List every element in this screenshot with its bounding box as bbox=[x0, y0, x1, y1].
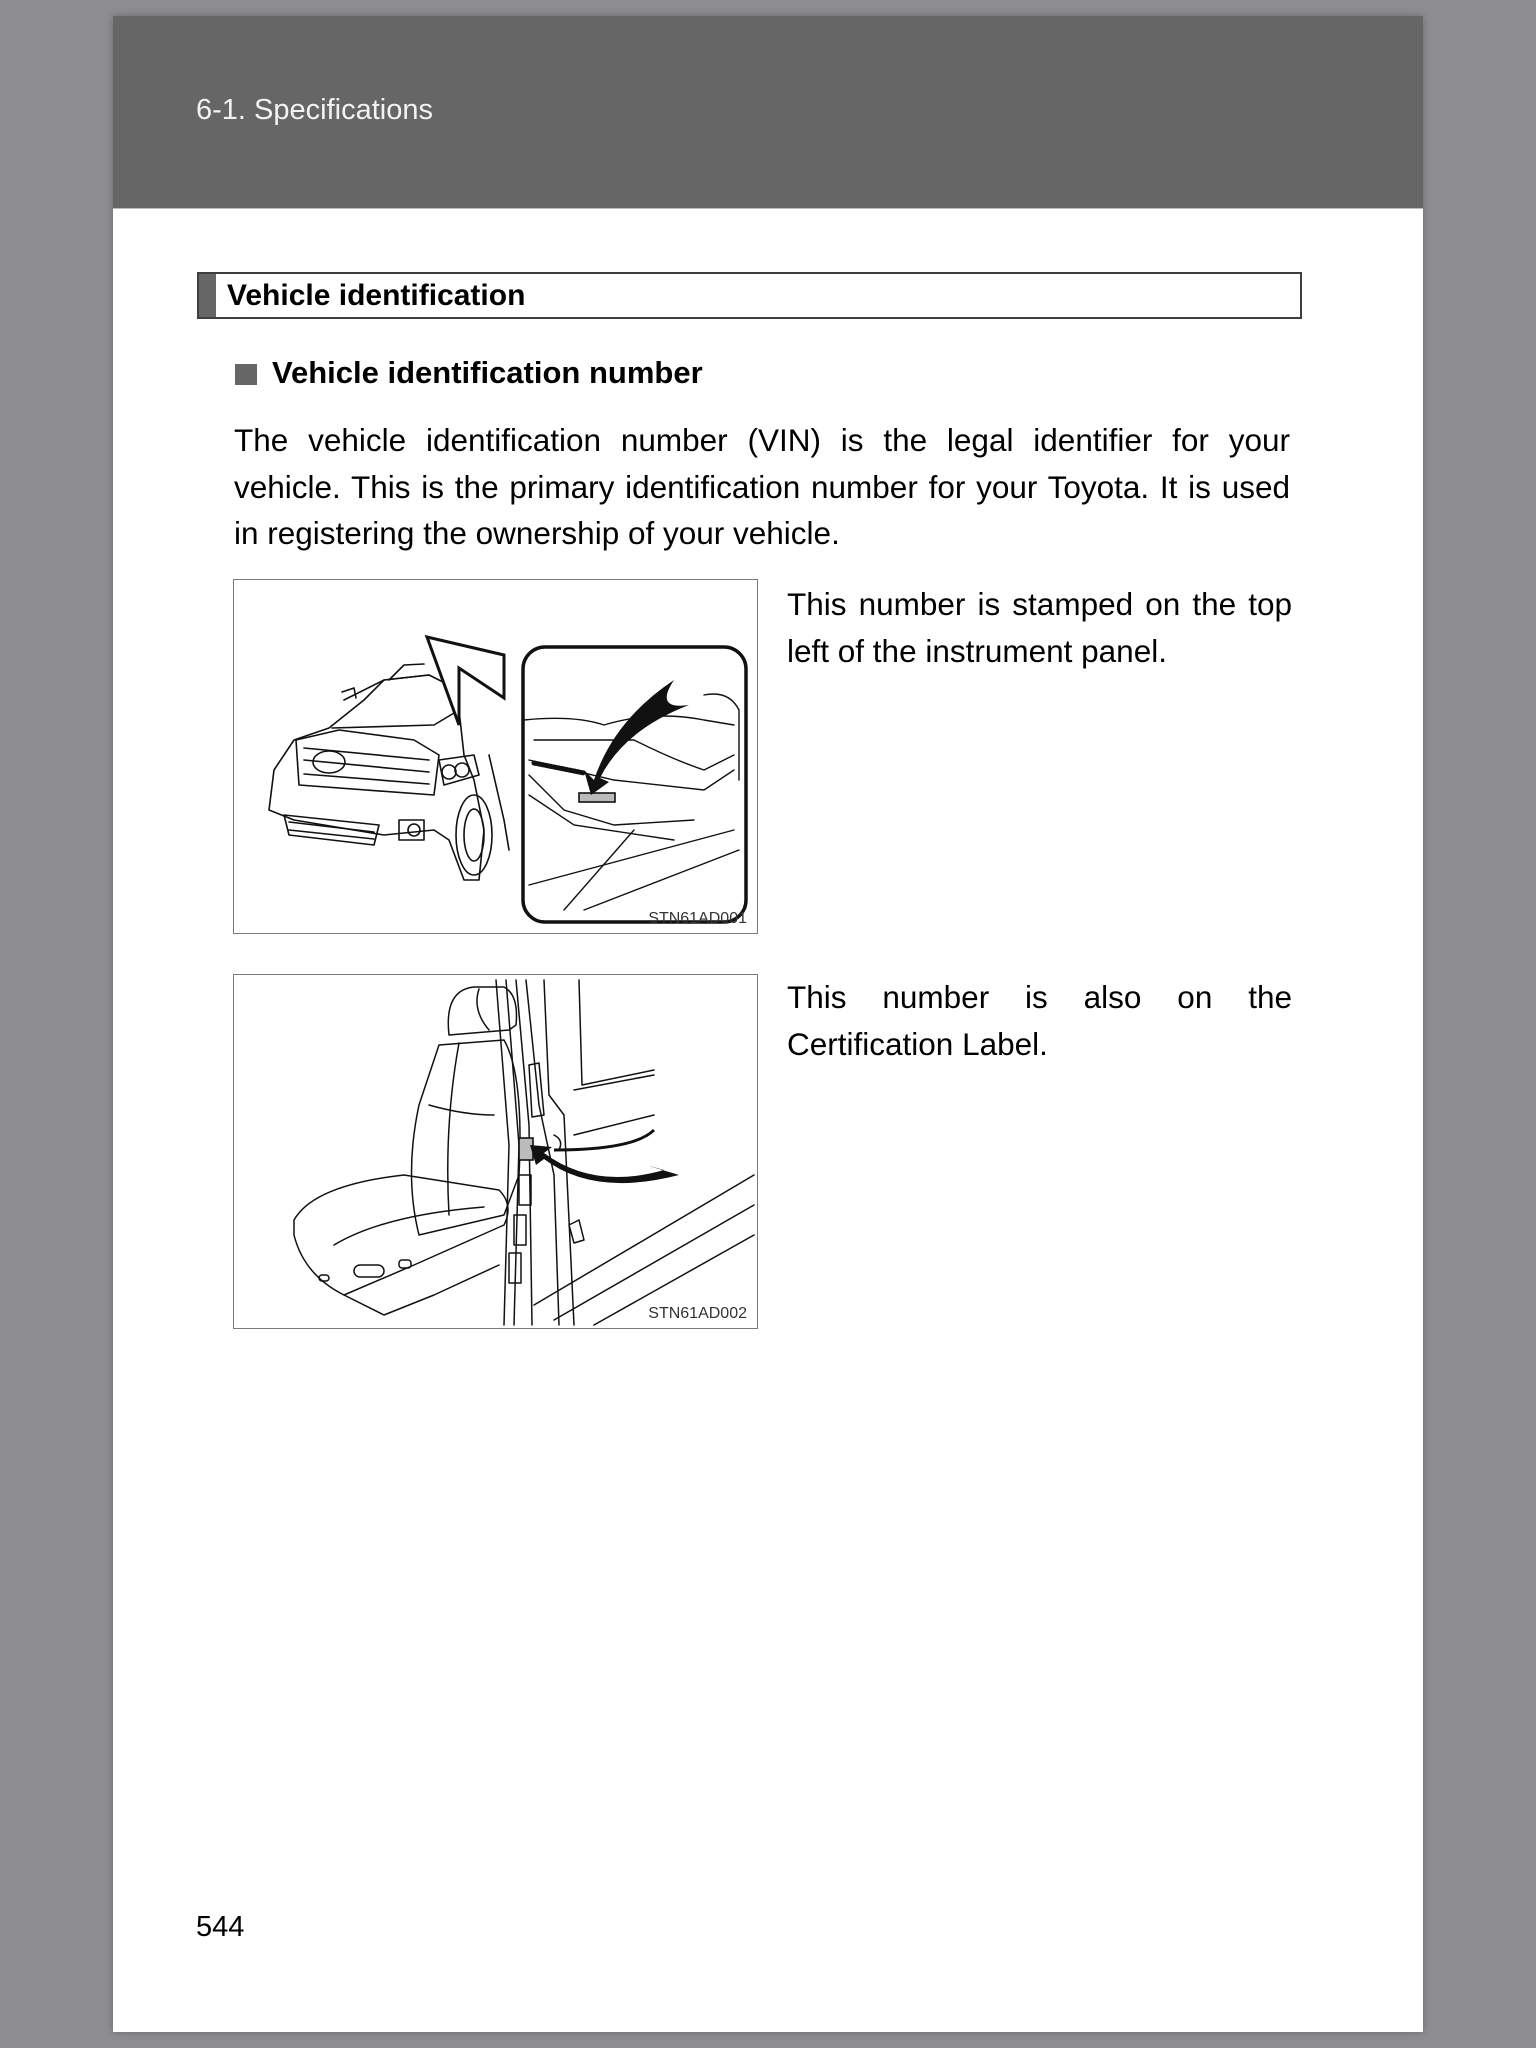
figure-vehicle-dashboard bbox=[233, 579, 758, 934]
document-page bbox=[113, 16, 1423, 2032]
chapter-section-label: 6-1. Specifications bbox=[196, 94, 433, 126]
section-heading-box bbox=[197, 272, 1302, 319]
subsection-title: Vehicle identification number bbox=[272, 355, 703, 390]
vehicle-dashboard-illustration-icon bbox=[234, 580, 757, 933]
figure-caption: STN61AD002 bbox=[648, 1305, 747, 1322]
square-bullet-icon bbox=[235, 364, 257, 385]
figure-description: This number is also on the Certification Label. bbox=[787, 979, 1292, 1062]
figure-description: This number is stamped on the top left of the instrument panel. bbox=[787, 586, 1292, 669]
subsection-heading bbox=[235, 353, 703, 393]
vin-description-paragraph: The vehicle identification number (VIN) is the legal identifier for your vehicle. This is the primary identification number for your Toyota. It is used in registering the ownership of your vehicle. bbox=[234, 422, 1290, 551]
figure-certification-label bbox=[233, 974, 758, 1329]
figure-caption: STN61AD001 bbox=[648, 910, 747, 927]
chapter-header-band bbox=[113, 16, 1423, 209]
section-accent-bar bbox=[199, 274, 216, 317]
page-number: 544 bbox=[196, 1911, 245, 1943]
seat-door-pillar-illustration-icon bbox=[234, 975, 757, 1328]
section-title: Vehicle identification bbox=[227, 279, 526, 312]
